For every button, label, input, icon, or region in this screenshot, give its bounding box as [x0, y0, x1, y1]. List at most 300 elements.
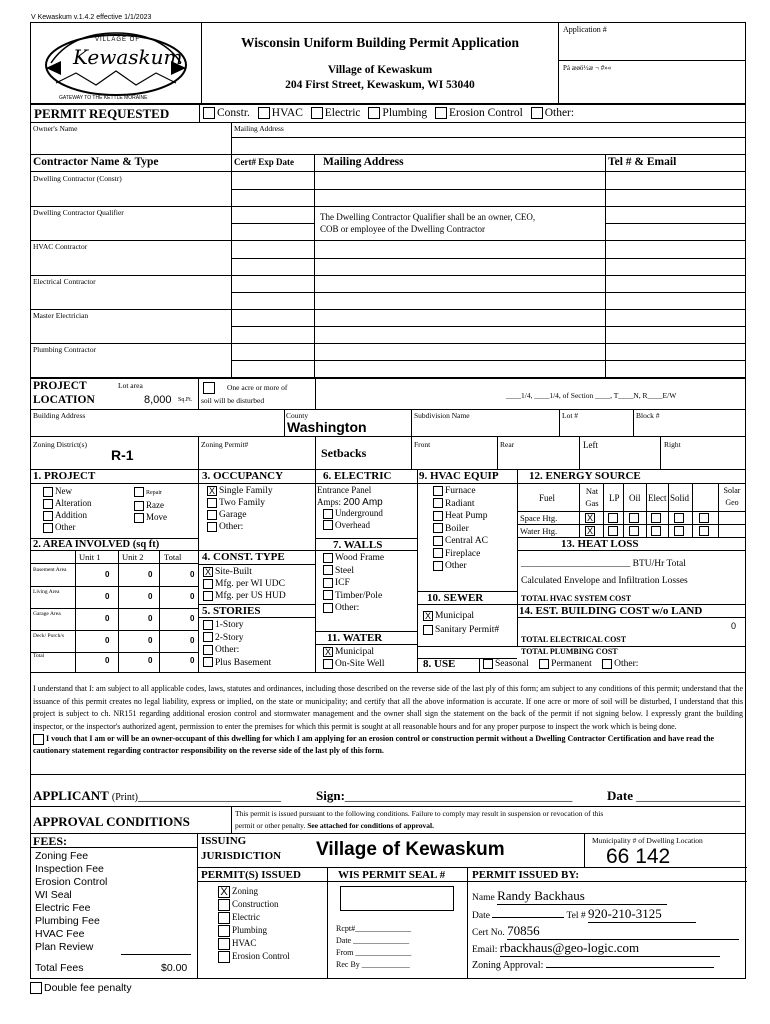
water-htg-lp-checkbox[interactable] [608, 526, 618, 536]
plus-basement-label: Plus Basement [215, 657, 272, 668]
oil-col: Oil [629, 493, 641, 503]
erosion-permit-checkbox[interactable] [218, 951, 230, 963]
applicant-row [30, 775, 746, 807]
permanent-checkbox[interactable] [539, 659, 549, 669]
overhead-checkbox[interactable] [323, 520, 333, 530]
other-occupancy-label: Other: [219, 522, 244, 532]
subdivision-label: Subdivision Name [414, 411, 470, 420]
permits-issued-list [198, 882, 327, 963]
wood-frame-checkbox[interactable] [323, 553, 333, 563]
application-box [558, 22, 746, 104]
contractor-row-qualifier: Dwelling Contractor Qualifier [33, 208, 124, 217]
walls-options [323, 552, 384, 615]
electrical-cost-label: TOTAL ELECTRICAL COST [521, 635, 627, 644]
title-block [202, 22, 558, 104]
qualifier-note-1: The Dwelling Contractor Qualifier shall be an owner, CEO, [320, 212, 536, 222]
municipal-sewer-checkbox[interactable]: X [424, 610, 431, 621]
project-location-label-2: LOCATION [33, 394, 95, 406]
two-family-checkbox[interactable] [207, 498, 217, 508]
energy-table [517, 484, 745, 537]
constr-checkbox[interactable] [203, 107, 215, 119]
space-htg-gas-checkbox[interactable]: X [586, 512, 593, 523]
amps-value: 200 Amp [343, 496, 383, 508]
use-options [483, 659, 638, 669]
area-cell[interactable]: 0 [105, 592, 110, 601]
2-story-label: 2-Story [215, 632, 244, 643]
occupancy-options [207, 485, 273, 533]
furnace-label: Furnace [445, 486, 476, 496]
hvac-permit-checkbox[interactable] [218, 938, 230, 950]
constr-option: Constr. [217, 107, 250, 119]
municipal-water-label: Municipal [335, 647, 375, 657]
lot-area-value: 8,000 [144, 394, 172, 406]
hvac-fee: HVAC Fee [35, 928, 85, 940]
2-story-checkbox[interactable] [203, 632, 213, 642]
area-table [31, 551, 198, 672]
seal-box [328, 868, 468, 978]
other-stories-checkbox[interactable] [203, 645, 213, 655]
electric-checkbox[interactable] [311, 107, 323, 119]
vouch-checkbox[interactable] [33, 734, 44, 745]
acre-text-2: soil will be disturbed [201, 396, 265, 405]
water-htg-label: Water Htg. [520, 526, 558, 536]
qualifier-note-2: COB or employee of the Dwelling Contractor [320, 224, 485, 234]
area-cell[interactable]: 0 [190, 636, 195, 645]
new-label: New [55, 486, 72, 496]
other-project-label: Other [55, 522, 76, 532]
cert-header: Cert# Exp Date [234, 157, 294, 167]
contractor-row-master-electrician: Master Electrician [33, 311, 89, 320]
area-cell[interactable]: 0 [190, 614, 195, 623]
plumbing-checkbox[interactable] [368, 107, 380, 119]
mfg-udc-checkbox[interactable] [203, 579, 213, 589]
issued-by-box [468, 868, 747, 978]
water-htg-elect-checkbox[interactable] [651, 526, 661, 536]
space-htg-solar-checkbox[interactable] [699, 513, 709, 523]
wi-seal-fee: WI Seal [35, 889, 72, 901]
issuer-name: Randy Backhaus [497, 888, 667, 905]
underground-label: Underground [335, 508, 383, 518]
underground-checkbox[interactable] [323, 509, 333, 519]
issuer-email: rbackhaus@geo-logic.com [500, 940, 720, 957]
est-cost-value: 0 [731, 621, 737, 631]
use-header: 8. USE [423, 658, 456, 670]
muni-label: Municipality # of Dwelling Location [592, 836, 703, 845]
area-row-label: Deck/ Porch/s [33, 633, 65, 639]
electric-fee: Electric Fee [35, 902, 91, 914]
version-text: V Kewaskum v.1.4.2 effective 1/1/2023 [31, 14, 152, 21]
contractor-header: Contractor Name & Type [33, 156, 159, 168]
rcpt-label: Rcpt# [336, 924, 356, 933]
issuer-email-label: Email: [472, 945, 498, 955]
owner-row [30, 123, 746, 155]
plumbing-permit-checkbox[interactable] [218, 925, 230, 937]
lot-label: Lot # [562, 411, 579, 420]
boiler-label: Boiler [445, 523, 469, 534]
other-hvac-checkbox[interactable] [433, 561, 443, 571]
seal-input[interactable] [340, 886, 454, 911]
zoning-district-label: Zoning District(s) [33, 440, 87, 449]
hvac-permit-label: HVAC [232, 937, 257, 948]
logo-tagline: GATEWAY TO THE KETTLE MORAINE [59, 95, 148, 101]
area-cell[interactable]: 0 [105, 614, 110, 623]
fees-list [31, 848, 197, 954]
sanitary-permit-label: Sanitary Permit# [435, 625, 500, 635]
county-value: Washington [287, 419, 367, 435]
fuel-col: Fuel [539, 493, 556, 503]
area-cell[interactable]: 0 [105, 636, 110, 645]
statement-text: I understand that I: am subject to all applicable codes, laws, statutes and ordinances, including those described on the reverse side of the last ply of this form; am subject to any conditions of this permit; understand that the issuance of this permit creates no legal liability, express or implied, on the state or municipality; and certify that all the above information is accurate. If one acre or more of soil will be disturbed, I understand that this project is subject to ch. NR151 regarding additional erosion control and stormwater management and the owner shall sign the statement on the back of the permit if not signing below. I expressly grant the building inspector, or the inspector's authorized agent, permission to enter the premises for which this permit is sought at all reasonable hours and for any proper purpose to inspect the work which is being done. [33, 684, 743, 731]
tel-header: Tel # & Email [608, 156, 677, 168]
other-project-checkbox[interactable] [43, 523, 53, 533]
application-number-label: Application # [563, 25, 607, 34]
overhead-label: Overhead [335, 519, 370, 530]
contractor-header-row [30, 155, 746, 172]
raze-label: Raze [146, 500, 164, 510]
municipal-sewer-label: Municipal [435, 611, 475, 621]
form-title: Wisconsin Uniform Building Permit Application [240, 35, 520, 50]
water-htg-solar-checkbox[interactable] [699, 526, 709, 536]
rec-by-label: Rec By [336, 960, 360, 969]
addition-checkbox[interactable] [43, 511, 53, 521]
raze-checkbox[interactable] [134, 501, 144, 511]
village-name: Village of Kewaskum [327, 64, 433, 76]
occupancy-header: 3. OCCUPANCY [202, 470, 284, 482]
parcel-label: Pá æøö½æ ¬ #»« [563, 64, 612, 72]
entrance-panel-label: Entrance Panel [317, 485, 372, 495]
other-stories-label: Other: [215, 645, 240, 655]
from-label: From [336, 948, 354, 957]
other-use-checkbox[interactable] [602, 659, 612, 669]
plus-basement-checkbox[interactable] [203, 657, 213, 667]
zoning-permit-label: Zoning Permit# [201, 440, 249, 449]
lot-area-label: Lot area [118, 381, 143, 390]
boiler-checkbox[interactable] [433, 523, 443, 533]
total-fees-label: Total Fees [35, 962, 84, 974]
onsite-well-checkbox[interactable] [323, 659, 333, 669]
project-location-row [30, 378, 746, 410]
repair-label: Repair [146, 490, 162, 496]
double-fee-label: Double fee penalty [44, 982, 132, 994]
water-options [323, 646, 384, 670]
space-htg-lp-checkbox[interactable] [608, 513, 618, 523]
total-fees-value: $0.00 [161, 962, 188, 974]
area-cell[interactable]: 0 [148, 592, 153, 601]
contractor-row-constr: Dwelling Contractor (Constr) [33, 174, 122, 183]
seasonal-checkbox[interactable] [483, 659, 493, 669]
seal-header: WIS PERMIT SEAL # [328, 868, 467, 882]
sign-label: Sign: [316, 788, 345, 803]
1-story-checkbox[interactable] [203, 620, 213, 630]
sewer-options [423, 609, 499, 637]
approval-header: APPROVAL CONDITIONS [33, 814, 190, 829]
fees-header: FEES: [31, 834, 197, 848]
issuer-cert: 70856 [507, 923, 739, 940]
area-cell[interactable]: 0 [190, 592, 195, 601]
construction-permit-label: Construction [232, 898, 279, 909]
zoning-permit-checkbox[interactable]: X [218, 886, 230, 898]
logo-box [30, 22, 202, 104]
other-hvac-label: Other [445, 561, 467, 571]
section-text: ____1/4, ____1/4, of Section ____, T____N, R____E/W [506, 391, 677, 400]
space-htg-elect-checkbox[interactable] [651, 513, 661, 523]
area-cell[interactable]: 0 [105, 570, 110, 579]
single-family-label: Single Family [219, 486, 273, 496]
const-type-options [203, 566, 286, 602]
zoning-fee: Zoning Fee [35, 850, 89, 862]
onsite-well-label: On-Site Well [335, 659, 385, 669]
permit-options [203, 107, 574, 119]
wood-frame-label: Wood Frame [335, 553, 385, 563]
receipt-fields: Rcpt#______________ Date ______________ From ______________ Rec By ____________ [336, 924, 412, 969]
area-row-label: Living Area [33, 589, 60, 595]
calc-losses-label: Calculated Envelope and Infiltration Losses [521, 576, 688, 586]
area-cell[interactable]: 0 [148, 570, 153, 579]
project-options [43, 485, 92, 533]
nat-gas-col: Nat Gas [585, 486, 599, 508]
issuer-cert-label: Cert No. [472, 928, 505, 938]
area-cell[interactable]: 0 [190, 570, 195, 579]
issuer-date-label: Date [472, 911, 490, 921]
steel-label: Steel [335, 565, 354, 576]
block-label: Block # [636, 411, 660, 420]
new-checkbox[interactable] [43, 487, 53, 497]
heat-loss-header: 13. HEAT LOSS [561, 538, 639, 550]
single-family-checkbox[interactable]: X [208, 485, 215, 496]
other-use-label: Other: [614, 659, 639, 670]
permanent-label: Permanent [551, 659, 592, 670]
fees-box [31, 834, 198, 978]
timber-pole-label: Timber/Pole [335, 590, 383, 601]
mailing-header: Mailing Address [323, 156, 404, 168]
space-htg-label: Space Htg. [520, 513, 558, 523]
applicant-date-label: Date [607, 788, 633, 803]
sign-group: Sign:___________________________________ [316, 788, 573, 803]
other-occupancy-checkbox[interactable] [207, 522, 217, 532]
acre-checkbox[interactable] [203, 382, 215, 394]
project-header: 1. PROJECT [33, 470, 96, 482]
move-label: Move [146, 512, 167, 522]
const-type-header: 4. CONST. TYPE [202, 551, 285, 563]
est-cost-header: 14. EST. BUILDING COST w/o LAND [519, 605, 703, 617]
date-group: Date ________________ [607, 788, 741, 803]
issuing-label-2: JURISDICTION [201, 850, 282, 862]
issuing-row [198, 834, 747, 868]
project-details-grid: 1. PROJECT New Alteration Addition Other Repair Raze Move 2. AREA INVOLVED (sq ft) Unit 1 Unit 2 Total Basement Area 0 0 0 Living Area 0 0 0 Garage Area 0 0 0 Deck/ Porch/s 0 0 0 Total 0 0 0 3. OCCUPANCY X Single Family Two Family Garage Other: 4. CONST. TYPE X Site-Built Mfg. per WI UDC Mfg. per US HUD 5. STORIES 1-Story 2-Story Other: Plus Basement 6. ELECTRIC Entrance Panel Amps: 200 Amp Underground Overhead 7. WALLS Wood Frame Steel ICF Timber/Pole Other: 11. WATER X Municipal On-Site Well 9. HVAC EQUIP Furnace Radiant Heat Pump Boiler Central AC Fireplace Other 10. SEWER X Municipal Sanitary Permit# 8. USE Seasonal Permanent Other: 12. ENERGY SOURCE Fuel Nat Gas LP Oil Elect Solid Solar Geo Space Htg. Water Htg. X X 13. HEAT LOSS _______________________ BTU/Hr Total Calculated Envelope and Infiltration Losses TOTAL HVAC SYSTEM COST 14. EST. BUILDING COST w/o LAND 0 TOTAL ELECTRICAL COST TOTAL PLUMBING COST [30, 470, 746, 673]
zoning-approval-label: Zoning Approval: [472, 960, 544, 971]
logo-name: Kewaskum [73, 45, 183, 69]
water-header: 11. WATER [327, 632, 383, 644]
erosion-checkbox[interactable] [435, 107, 447, 119]
approval-text-2b: See attached for conditions of approval. [307, 821, 435, 830]
two-family-label: Two Family [219, 498, 266, 508]
mfg-hud-label: Mfg. per US HUD [215, 591, 286, 601]
alteration-checkbox[interactable] [43, 499, 53, 509]
permit-requested-label: PERMIT REQUESTED [34, 106, 170, 121]
solid-col: Solid [670, 493, 690, 503]
site-built-label: Site-Built [215, 567, 252, 577]
contractor-row-plumbing: Plumbing Contractor [33, 345, 97, 354]
sewer-header: 10. SEWER [427, 592, 484, 604]
plumbing-permit-label: Plumbing [232, 924, 268, 935]
owner-name-label: Owner's Name [33, 124, 78, 133]
approval-text-2a: permit or other penalty. [235, 821, 306, 830]
acre-text-1: One acre or more of [227, 383, 288, 392]
electric-permit-checkbox[interactable] [218, 912, 230, 924]
water-htg-gas-checkbox[interactable]: X [586, 525, 593, 536]
mfg-udc-label: Mfg. per WI UDC [215, 579, 286, 589]
issued-by-header: PERMIT ISSUED BY: [468, 868, 747, 882]
sqft-label: Sq.Ft. [178, 397, 193, 403]
solar-geo-col: Solar Geo [723, 486, 741, 507]
area-col-unit1: Unit 1 [79, 552, 101, 562]
permit-requested-row [30, 104, 746, 123]
electric-option: Electric [324, 107, 361, 119]
lp-col: LP [609, 493, 620, 503]
radiant-label: Radiant [445, 498, 475, 509]
rcpt-date-label: Date [336, 936, 352, 945]
bottom-section [30, 834, 746, 979]
site-built-checkbox[interactable]: X [204, 566, 211, 577]
right-label: Right [664, 440, 681, 449]
zoning-row [30, 437, 746, 470]
issuer-tel: 920-210-3125 [588, 906, 696, 923]
statement-block [30, 673, 746, 775]
heat-pump-label: Heat Pump [445, 511, 488, 521]
hvac-checkbox[interactable] [258, 107, 270, 119]
move-checkbox[interactable] [134, 513, 144, 523]
setbacks-label: Setbacks [321, 446, 367, 460]
applicant-label: APPLICANT [33, 788, 109, 803]
hvac-equip-header: 9. HVAC EQUIP [419, 470, 499, 482]
alteration-label: Alteration [55, 498, 92, 508]
county-label: County [286, 411, 309, 420]
sanitary-permit-checkbox[interactable] [423, 625, 433, 635]
applicant-label-group: APPLICANT (Print)______________________ [33, 788, 281, 803]
hvac-options [433, 485, 488, 573]
mfg-hud-checkbox[interactable] [203, 591, 213, 601]
logo-top-text: VILLAGE OF [95, 37, 141, 43]
rear-label: Rear [500, 440, 515, 449]
muni-value: 66 142 [606, 845, 671, 868]
area-row-label: Garage Area [33, 611, 61, 617]
other-walls-checkbox[interactable] [323, 603, 333, 613]
steel-checkbox[interactable] [323, 565, 333, 575]
erosion-option: Erosion Control [449, 107, 523, 119]
vouch-text: I vouch that I am or will be an owner-occupant of this dwelling for which I am applying for an erosion control or construction permit without a Dwelling Contractor Certification and have read the cautionary statement regarding contractor responsibility on the reverse side of the last ply of this form. [33, 734, 715, 755]
vouch-block [33, 733, 743, 757]
hvac-option: HVAC [271, 107, 303, 119]
contractor-row-electrical: Electrical Contractor [33, 277, 96, 286]
issuing-label-1: ISSUING [201, 835, 247, 847]
electric-permit-label: Electric [232, 911, 260, 922]
issuer-tel-label: Tel # [566, 911, 586, 921]
other-option: Other: [544, 107, 575, 119]
area-col-unit2: Unit 2 [122, 552, 144, 562]
project-options-2 [134, 485, 167, 523]
other-checkbox[interactable] [531, 107, 543, 119]
inspection-fee: Inspection Fee [35, 863, 104, 875]
icf-label: ICF [335, 578, 350, 588]
timber-pole-checkbox[interactable] [323, 590, 333, 600]
contractor-table [30, 172, 746, 378]
left-label: Left [583, 440, 598, 450]
garage-label: Garage [219, 510, 247, 520]
electric-options [317, 485, 383, 531]
approval-text-1: This permit is issued pursuant to the following conditions. Failure to comply may result in suspension or revocation of this [235, 809, 604, 818]
repair-checkbox[interactable] [134, 487, 144, 497]
contractor-row-hvac: HVAC Contractor [33, 242, 88, 251]
space-htg-oil-checkbox[interactable] [629, 513, 639, 523]
elect-col: Elect [648, 493, 667, 503]
area-cell[interactable]: 0 [148, 656, 153, 665]
zoning-district-value: R-1 [111, 447, 134, 463]
area-col-total: Total [164, 552, 182, 562]
area-cell[interactable]: 0 [148, 614, 153, 623]
energy-source-header: 12. ENERGY SOURCE [529, 470, 641, 482]
plan-review-fee: Plan Review [35, 941, 94, 953]
municipal-water-checkbox[interactable]: X [324, 646, 331, 657]
fireplace-label: Fireplace [445, 548, 481, 559]
double-fee-checkbox[interactable] [30, 982, 42, 994]
issuer-name-label: Name [472, 893, 495, 903]
amps-label: Amps: [317, 496, 342, 507]
walls-header: 7. WALLS [333, 539, 383, 551]
area-cell[interactable]: 0 [105, 656, 110, 665]
water-htg-oil-checkbox[interactable] [629, 526, 639, 536]
area-header: 2. AREA INVOLVED (sq ft) [33, 539, 160, 550]
building-address-label: Building Address [33, 411, 86, 420]
icf-checkbox[interactable] [323, 578, 333, 588]
construction-permit-checkbox[interactable] [218, 899, 230, 911]
central-ac-checkbox[interactable] [433, 536, 443, 546]
plumbing-cost-label: TOTAL PLUMBING COST [521, 647, 618, 656]
furnace-checkbox[interactable] [433, 486, 443, 496]
area-row-label: Total [33, 653, 45, 659]
plumbing-fee: Plumbing Fee [35, 915, 100, 927]
print-label: (Print) [111, 792, 138, 803]
permits-issued-box [198, 868, 328, 978]
area-cell[interactable]: 0 [148, 636, 153, 645]
stories-header: 5. STORIES [202, 605, 261, 617]
central-ac-label: Central AC [445, 536, 489, 546]
village-address: 204 First Street, Kewaskum, WI 53040 [285, 79, 475, 91]
plumbing-option: Plumbing [382, 107, 428, 119]
water-htg-solid-checkbox[interactable] [674, 526, 684, 536]
approval-row [30, 807, 746, 834]
erosion-permit-label: Erosion Control [232, 950, 290, 961]
btu-label: BTU/Hr Total [632, 559, 686, 569]
area-cell[interactable]: 0 [190, 656, 195, 665]
area-row-label: Basement Area [33, 567, 67, 573]
building-address-row [30, 410, 746, 437]
erosion-fee: Erosion Control [35, 876, 108, 888]
permits-issued-header: PERMIT(S) ISSUED [198, 868, 327, 882]
front-label: Front [414, 440, 431, 449]
radiant-checkbox[interactable] [433, 498, 443, 508]
1-story-label: 1-Story [215, 620, 244, 630]
space-htg-solid-checkbox[interactable] [674, 513, 684, 523]
project-location-label-1: PROJECT [33, 380, 87, 392]
fireplace-checkbox[interactable] [433, 548, 443, 558]
electric-header: 6. ELECTRIC [323, 470, 392, 482]
garage-checkbox[interactable] [207, 510, 217, 520]
hvac-cost-label: TOTAL HVAC SYSTEM COST [521, 594, 632, 603]
other-walls-label: Other: [335, 603, 360, 613]
owner-mailing-label: Mailing Address [234, 124, 284, 133]
zoning-permit-label-issued: Zoning [232, 886, 258, 896]
heat-pump-checkbox[interactable] [433, 511, 443, 521]
